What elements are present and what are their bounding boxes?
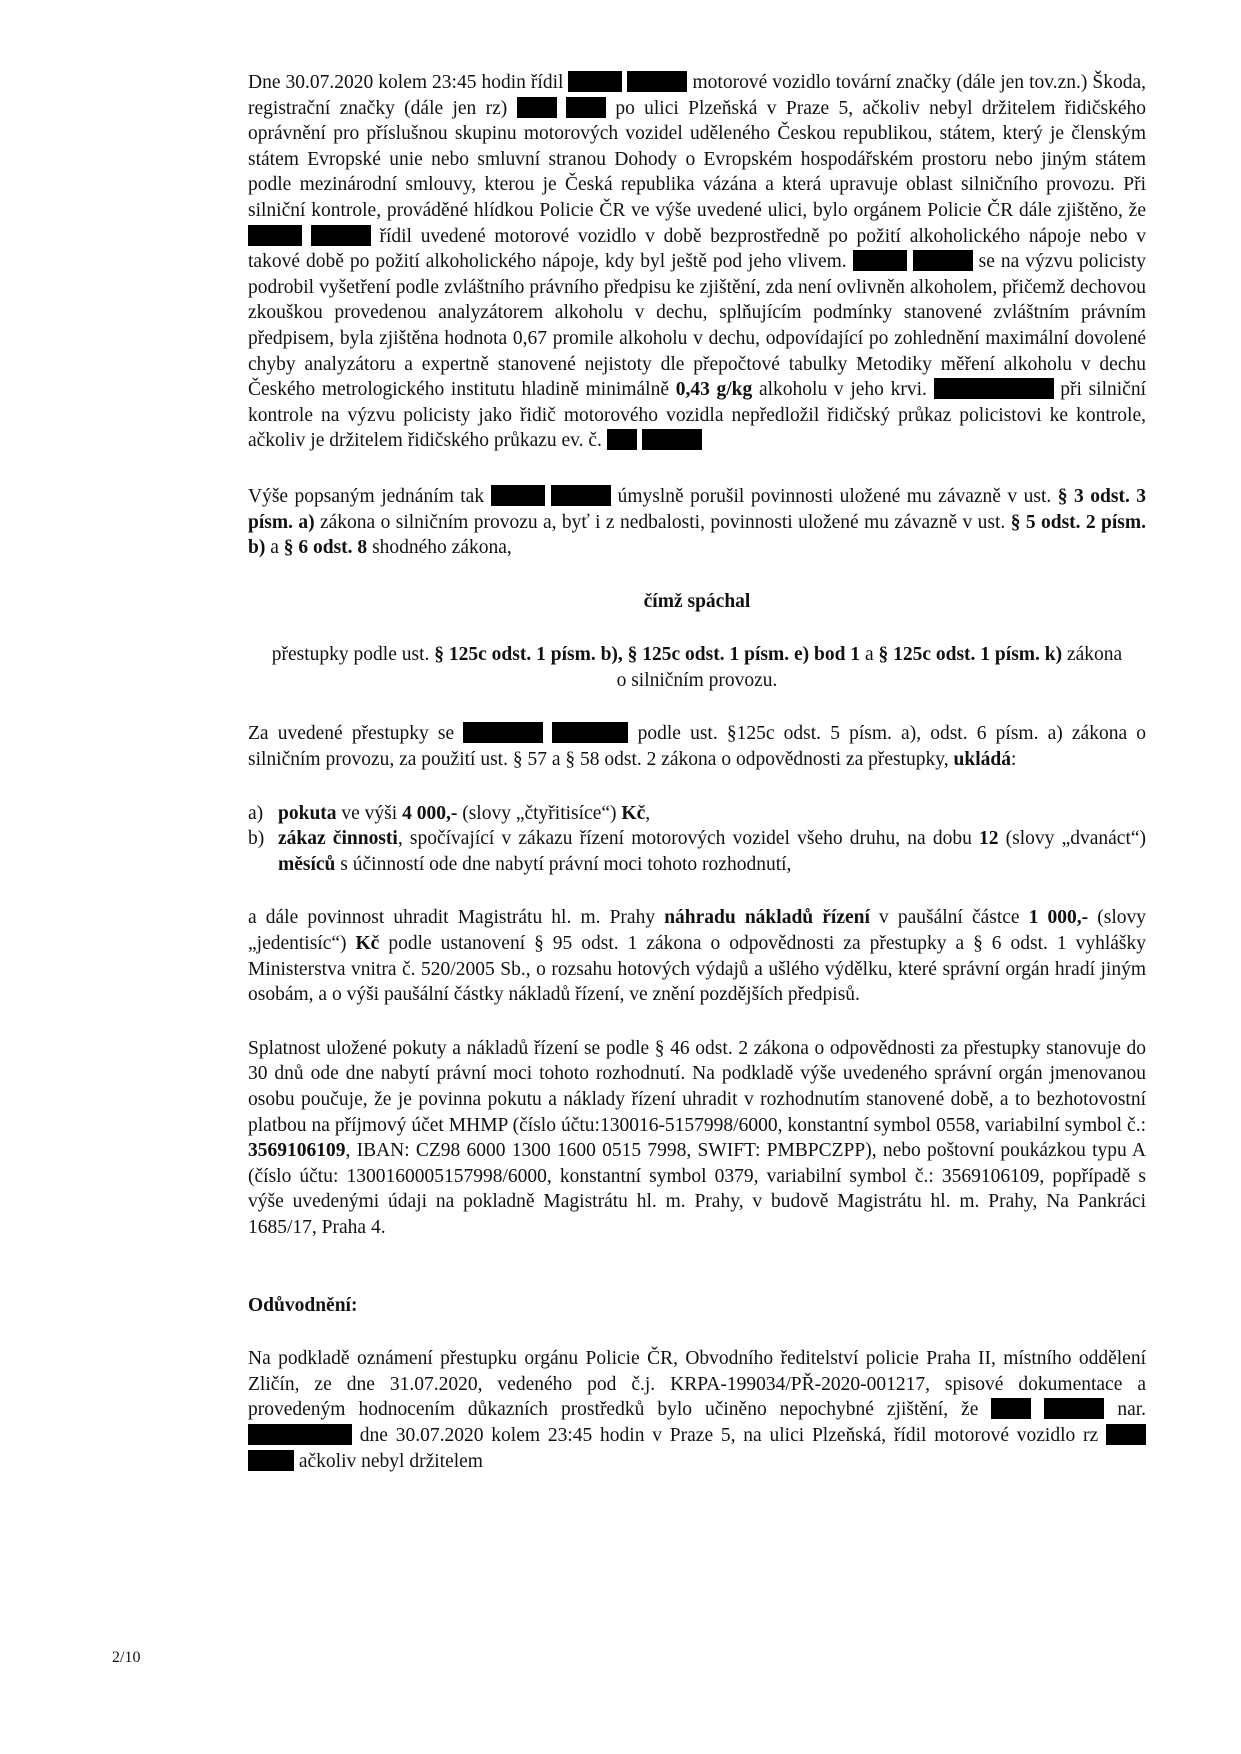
- bold-text: 12: [979, 828, 999, 850]
- redacted-name: [463, 722, 543, 743]
- list-label: a): [248, 802, 264, 824]
- bold-text: pokuta: [278, 802, 337, 824]
- text: přestupky podle ust.: [271, 644, 430, 666]
- redacted-plate: [248, 1450, 294, 1471]
- redacted-plate: [566, 97, 606, 118]
- text: ve výši: [341, 802, 398, 824]
- text: shodného zákona,: [372, 537, 512, 559]
- bold-text: 3569106109: [248, 1140, 346, 1162]
- bold-text: měsíců: [278, 853, 336, 875]
- penalty-intro-paragraph: [248, 721, 1146, 772]
- offence-description-paragraph: [248, 70, 1146, 454]
- bold-text: § 125c odst. 1 písm. b), § 125c odst. 1 písm. e) bod 1: [434, 644, 861, 666]
- redacted-name: [568, 71, 622, 92]
- text: motorové vozidlo tovární značky (dále jen tov.zn.) Škoda, registrační značky (dále jen rz): [248, 72, 1147, 119]
- text: Výše popsaným jednáním tak: [248, 485, 485, 507]
- text: , IBAN: CZ98 6000 1300 1600 0515 7998, SWIFT: PMBPCZPP), nebo poštovní poukázkou typu A (číslo účtu: 1300160005157998/6000, konstantní symbol 0379, variabilní symbol č.: 3569106109, popřípadě s výše uvedenými údaji na pokladně Magistrátu hl. m. Prahy, v budově Magistrátu hl. m. Prahy, Na Pankráci 1685/17, Praha 4.: [248, 1140, 1146, 1238]
- text: a: [270, 537, 279, 559]
- redacted-name: [248, 225, 302, 246]
- redacted-surname: [552, 722, 628, 743]
- text: a dále povinnost uhradit Magistrátu hl. m. Prahy: [248, 907, 656, 929]
- redacted-licence-number: [607, 429, 637, 450]
- committed-heading: čímž spáchal: [643, 590, 751, 612]
- redacted-name: [991, 1398, 1031, 1419]
- text: s účinností ode dne nabytí právní moci tohoto rozhodnutí,: [340, 853, 792, 875]
- redacted-surname: [1044, 1398, 1104, 1419]
- bold-text: ukládá: [953, 749, 1011, 771]
- redacted-name: [853, 250, 907, 271]
- redacted-surname: [311, 225, 371, 246]
- text: Na podkladě oznámení přestupku orgánu Policie ČR, Obvodního ředitelství policie Praha II, místního oddělení Zličín, ze dne 31.07.2020, vedeného pod č.j. KRPA-199034/PŘ-2020-001217, spisové dokumentace a provedeným hodnocením důkazních prostředků bylo učiněno nepochybné zjištění, že: [248, 1348, 1146, 1421]
- penalty-list: [248, 801, 1146, 878]
- payment-paragraph: [248, 1036, 1146, 1241]
- bold-text: Kč: [355, 933, 380, 955]
- list-item: [248, 801, 1146, 827]
- text: Dne 30.07.2020 kolem 23:45 hodin řídil: [248, 72, 564, 93]
- text: (slovy „čtyřitisíce“): [462, 802, 617, 824]
- text: Za uvedené přestupky se: [248, 723, 455, 745]
- bold-text: náhradu nákladů řízení: [664, 907, 870, 929]
- text: zákona o silničním provozu a, byť i z nedbalosti, povinnosti uložené mu závazně v ust.: [320, 511, 1006, 533]
- bold-text: Kč: [621, 802, 646, 824]
- offences-paragraph: [268, 642, 1126, 693]
- text: při silniční kontrole na výzvu policisty jako řidič motorového vozidla nepředložil řidičský průkaz policistovi ke kontrole, ačkoliv je držitelem řidičského průkazu ev. č.: [248, 379, 1146, 452]
- text: úmyslně porušil povinnosti uložené mu závazně v ust.: [617, 485, 1052, 507]
- redacted-surname: [627, 71, 687, 92]
- bold-text: zákaz činnosti: [278, 828, 398, 850]
- redacted-plate: [517, 97, 557, 118]
- list-label: b): [248, 828, 265, 850]
- text: :: [1010, 749, 1017, 771]
- text: ačkoliv nebyl držitelem: [298, 1450, 483, 1472]
- list-item: [248, 826, 1146, 877]
- redacted-birth-date: [248, 1424, 352, 1445]
- list-text: [278, 801, 1146, 827]
- text: podle ustanovení § 95 odst. 1 zákona o odpovědnosti za přestupky a § 6 odst. 1 vyhlášky Ministerstva vnitra č. 520/2005 Sb., o rozsahu hotových výdajů a ušlého výdělku, které správní orgán hradí jiným osobám, a o výši paušální částky nákladů řízení, ve znění pozdějších předpisů.: [248, 933, 1147, 1006]
- bold-text: § 3 odst. 3 písm. a): [248, 485, 1147, 533]
- text: ,: [645, 802, 651, 824]
- text: se na výzvu policisty podrobil vyšetření podle zvláštního právního předpisu ke zjištění, zda není ovlivněn alkoholem, přičemž dechovou zkouškou provedenou analyzátorem alkoholu v dechu, splňujícím podmínky stanovené zvláštním právním předpisem, byla zjištěna hodnota 0,67 promile alkoholu v dechu, odpovídající po zohlednění maximální dovolené chyby analyzátoru a expertně stanovené nejistoty dle přepočtové tabulky Metodiky měření alkoholu v dechu Českého metrologického institutu hladině minimálně: [248, 251, 1147, 401]
- bold-text: § 5 odst. 2 písm. b): [248, 511, 1147, 559]
- text: Splatnost uložené pokuty a nákladů řízení se podle § 46 odst. 2 zákona o odpovědnosti za přestupky stanovuje do 30 dnů ode dne nabytí právní moci tohoto rozhodnutí. Na podkladě výše uvedeného správní orgán jmenovanou osobu poučuje, že je povinna pokutu a náklady řízení uhradit v rozhodnutím stanovené době, a to bezhotovostní platbou na příjmový účet MHMP (číslo účtu:130016-5157998/6000, konstantní symbol 0558, variabilní symbol č.:: [248, 1037, 1146, 1136]
- bold-text: 1 000,-: [1028, 907, 1089, 929]
- bold-text: § 6 odst. 8: [283, 537, 368, 559]
- page-number: 2/10: [112, 1649, 141, 1666]
- text: v paušální částce: [879, 907, 1020, 929]
- text: a: [864, 644, 874, 666]
- redacted-plate: [1106, 1424, 1146, 1445]
- redacted-licence-number: [642, 429, 702, 450]
- text: nar.: [1117, 1399, 1147, 1421]
- text: (slovy „jedentisíc“): [248, 907, 1147, 955]
- redacted-name: [491, 485, 545, 506]
- bold-text: 4 000,-: [402, 802, 458, 824]
- redacted-full-name: [934, 378, 1054, 399]
- document-page: [248, 70, 1146, 1474]
- text: alkoholu v jeho krvi.: [758, 379, 927, 401]
- list-text: [278, 826, 1146, 877]
- bold-text: § 125c odst. 1 písm. k): [878, 644, 1063, 666]
- text: dne 30.07.2020 kolem 23:45 hodin v Praze 5, na ulici Plzeňská, řídil motorové vozidlo rz: [359, 1424, 1099, 1446]
- text: , spočívající v zákazu řízení motorových vozidel všeho druhu, na dobu: [397, 828, 972, 850]
- redacted-surname: [551, 485, 611, 506]
- bold-text: 0,43 g/kg: [675, 379, 753, 401]
- costs-paragraph: [248, 905, 1146, 1007]
- text: (slovy „dvanáct“): [1005, 828, 1147, 850]
- text: po ulici Plzeňská v Praze 5, ačkoliv nebyl držitelem řidičského oprávnění pro příslušnou skupinu motorových vozidel uděleného Českou republikou, státem, který je členským státem Evropské unie nebo smluvní stranou Dohody o Evropském hospodářském prostoru nebo jiným státem podle mezinárodní smlouvy, kterou je Česká republika vázána a která upravuje oblast silničního provozu. Při silniční kontrole, prováděné hlídkou Policie ČR ve výše uvedené ulici, bylo orgánem Policie ČR dále zjištěno, že: [248, 97, 1147, 221]
- reasoning-heading: Odůvodnění:: [248, 1294, 358, 1316]
- text: podle ust. §125c odst. 5 písm. a), odst. 6 písm. a) zákona o silničním provozu, za použití ust. § 57 a § 58 odst. 2 zákona o odpovědnosti za přestupky,: [248, 723, 1147, 771]
- violation-paragraph: [248, 484, 1146, 561]
- reasoning-paragraph: [248, 1346, 1146, 1474]
- text: řídil uvedené motorové vozidlo v době bezprostředně po požití alkoholického nápoje nebo v takové době po požití alkoholického nápoje, kdy byl ještě pod jeho vlivem.: [248, 225, 1146, 273]
- text: zákona o silničním provozu.: [616, 644, 1123, 691]
- redacted-surname: [913, 250, 973, 271]
